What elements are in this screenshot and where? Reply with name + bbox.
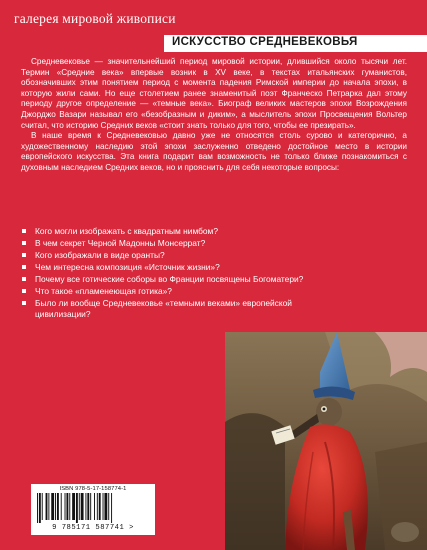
ean-number: 9 785171 587741 > (52, 524, 134, 532)
question-item (21, 238, 331, 249)
question-text: В чем секрет Черной Мадонны Монсеррат? (35, 238, 206, 248)
barcode-block (31, 484, 155, 535)
question-text: Почему все готические соборы во Франции посвящены Богоматери? (35, 274, 304, 284)
barcode-icon (37, 493, 149, 523)
question-item (21, 226, 331, 237)
question-item (21, 250, 331, 261)
question-text: Что такое «пламенеющая готика»? (35, 286, 172, 296)
title-bar (164, 35, 427, 52)
question-item (21, 262, 331, 273)
question-item (21, 298, 331, 320)
description-text (21, 57, 407, 174)
book-title: ИСКУССТВО СРЕДНЕВЕКОВЬЯ (172, 36, 358, 48)
painting-svg (225, 332, 427, 550)
bullet-icon (22, 277, 26, 281)
bullet-icon (22, 253, 26, 257)
question-text: Кого изображали в виде оранты? (35, 250, 165, 260)
bullet-icon (22, 265, 26, 269)
bullet-icon (22, 241, 26, 245)
painting-detail-image (225, 332, 427, 550)
questions-list (21, 226, 331, 321)
bullet-icon (22, 289, 26, 293)
question-text: Чем интересна композиция «Источник жизни»? (35, 262, 220, 272)
question-item (21, 274, 331, 285)
bullet-icon (22, 229, 26, 233)
paragraph-2: В наше время к Средневековью давно уже не относятся столь сурово и категорично, а художественному наследию этой эпохи заслуженно отведено достойное место в истории европейского искусства. Эта книга подарит вам возможность не только ближе познакомиться с духовным наследием Средних веков, но и прояснить для себя некоторые вопросы: (21, 131, 407, 172)
question-text: Кого могли изображать с квадратным нимбом? (35, 226, 218, 236)
bullet-icon (22, 301, 26, 305)
question-item (21, 286, 331, 297)
paragraph-1: Средневековье — значительнейший период мировой истории, длившийся около тысячи лет. Термин «Средние века» впервые возник в XV веке, в текстах итальянских гуманистов, обозначивших этим понятием период с момента падения Римской империи до начала эпохи, в которую жили сами. Но еще столетием ранее знаменитый поэт Франческо Петрарка дал этому периоду другое определение — «темные века». Биограф великих мастеров эпохи Возрождения Джорджо Вазари называл его «безобразным и диким», а мыслитель эпохи Просвещения Вольтер считал, что историю Средних веков «стоит знать только для того, чтобы ее презирать». (21, 57, 407, 130)
isbn-label: ISBN 978-5-17-158774-1 (59, 486, 127, 492)
question-text: Было ли вообще Средневековье «темными веками» европейской цивилизации? (35, 298, 292, 319)
series-name: галерея мировой живописи (14, 11, 176, 26)
